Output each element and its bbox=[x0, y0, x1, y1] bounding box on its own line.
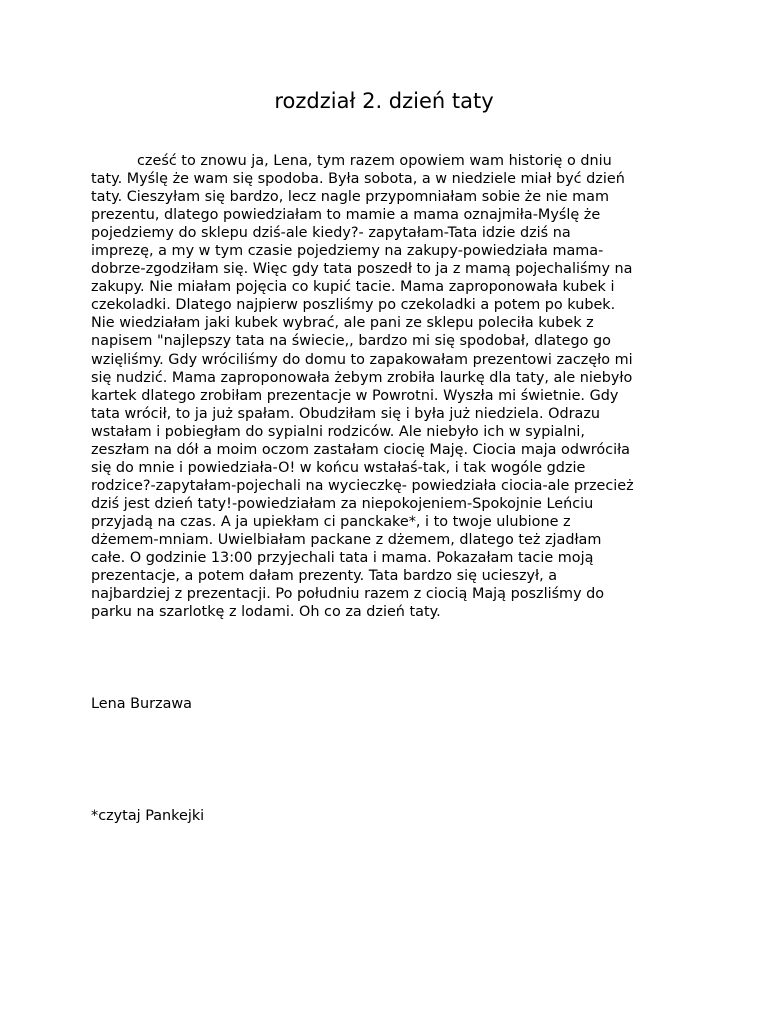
paragraph-line: dżemem-mniam. Uwielbiałam packane z dżemem, dlatego też zjadłam bbox=[91, 531, 602, 548]
paragraph-line: wzięliśmy. Gdy wróciliśmy do domu to zapakowałam prezentowi zaczęło mi bbox=[91, 351, 633, 368]
paragraph-line: całe. O godzinie 13:00 przyjechali tata i mama. Pokazałam tacie moją bbox=[91, 550, 594, 567]
paragraph-line: prezentacje, a potem dałam prezenty. Tata bardzo się ucieszył, a bbox=[91, 568, 558, 585]
paragraph-line: czekoladki. Dlatego najpierw poszliśmy po czekoladki a potem po kubek. bbox=[91, 297, 616, 314]
paragraph-line: dobrze-zgodziłam się. Więc gdy tata poszedł to ja z mamą pojechaliśmy na bbox=[91, 261, 633, 278]
paragraph-line: zakupy. Nie miałam pojęcia co kupić tacie. Mama zaproponowała kubek i bbox=[91, 279, 615, 296]
paragraph-line: wstałam i pobiegłam do sypialni rodziców. Ale niebyło ich w sypialni, bbox=[91, 423, 585, 440]
author-name: Lena Burzawa bbox=[91, 696, 193, 712]
footnote: *czytaj Pankejki bbox=[91, 808, 205, 824]
paragraph-line: dziś jest dzień taty!-powiedziałam za niepokojeniem-Spokojnie Leńciu bbox=[91, 495, 594, 512]
paragraph-line: Nie wiedziałam jaki kubek wybrać, ale pani ze sklepu poleciła kubek z bbox=[91, 315, 594, 332]
paragraph-line: przyjadą na czas. A ja upiekłam ci panckake*, i to twoje ulubione z bbox=[91, 513, 571, 530]
story-paragraph bbox=[91, 152, 691, 621]
paragraph-line: parku na szarlotkę z lodami. Oh co za dzień taty. bbox=[91, 604, 441, 621]
paragraph-line: prezentu, dlatego powiedziałam to mamie a mama oznajmiła-Myślę że bbox=[91, 207, 601, 224]
paragraph-line: kartek dlatego zrobiłam prezentacje w Powrotni. Wyszła mi świetnie. Gdy bbox=[91, 387, 619, 404]
paragraph-line: najbardziej z prezentacji. Po południu razem z ciocią Mają poszliśmy do bbox=[91, 586, 605, 603]
paragraph-line: napisem "najlepszy tata na świecie,, bardzo mi się spodobał, dlatego go bbox=[91, 333, 611, 350]
paragraph-line: imprezę, a my w tym czasie pojedziemy na zakupy-powiedziała mama- bbox=[91, 243, 604, 260]
document-title: rozdział 2. dzień taty bbox=[274, 89, 494, 113]
paragraph-line: się do mnie i powiedziała-O! w końcu wstałaś-tak, i tak wogóle gdzie bbox=[91, 459, 586, 476]
paragraph-line: taty. Cieszyłam się bardzo, lecz nagle przypomniałam sobie że nie mam bbox=[91, 189, 610, 206]
paragraph-line: tata wrócił, to ja już spałam. Obudziłam się i była już niedziela. Odrazu bbox=[91, 405, 600, 422]
paragraph-line: cześć to znowu ja, Lena, tym razem opowiem wam historię o dniu bbox=[137, 153, 612, 169]
paragraph-line: pojedziemy do sklepu dziś-ale kiedy?- zapytałam-Tata idzie dziś na bbox=[91, 225, 571, 242]
paragraph-line: rodzice?-zapytałam-pojechali na wycieczkę- powiedziała ciocia-ale przecież bbox=[91, 477, 634, 494]
paragraph-line: taty. Myślę że wam się spodoba. Była sobota, a w niedziele miał być dzień bbox=[91, 171, 625, 188]
paragraph-line: się nudzić. Mama zaproponowała żebym zrobiła laurkę dla taty, ale niebyło bbox=[91, 369, 633, 386]
paragraph-line: zeszłam na dół a moim oczom zastałam ciocię Maję. Ciocia maja odwróciła bbox=[91, 441, 630, 458]
